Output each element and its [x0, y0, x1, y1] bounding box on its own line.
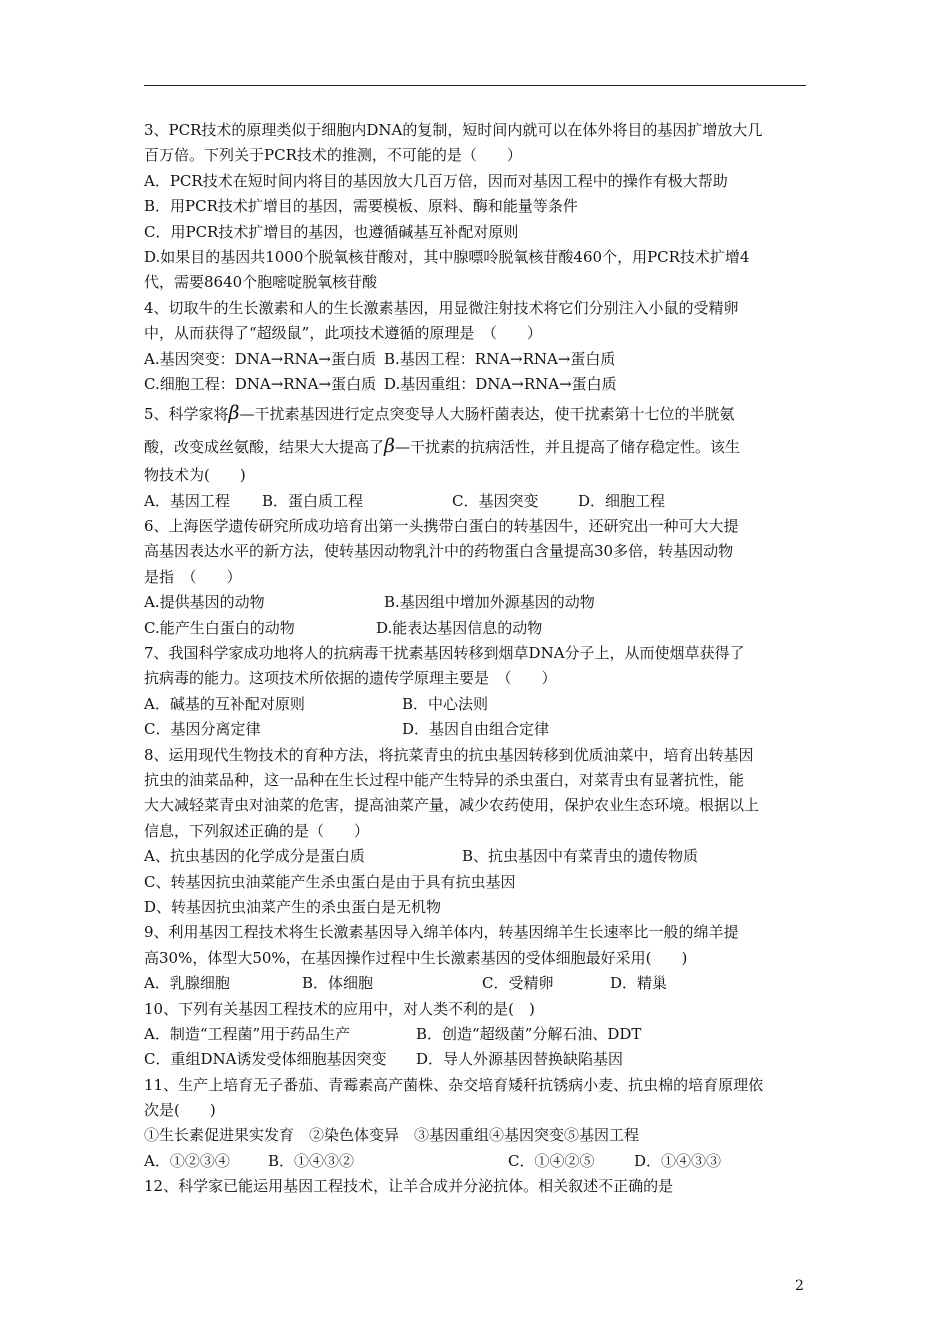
- q8-option-c: C、转基因抗虫油菜能产生杀虫蛋白是由于具有抗虫基因: [144, 872, 516, 891]
- q5-option-c: C．基因突变: [452, 491, 539, 510]
- q6-stem-line-2: 高基因表达水平的新方法，使转基因动物乳汁中的药物蛋白含量提高30多倍，转基因动物: [144, 542, 734, 561]
- q10-option-a: A．制造“工程菌”用于药品生产: [144, 1024, 351, 1043]
- q10-options-row-1: [144, 1022, 808, 1047]
- q4-option-b: B.基因工程：RNA→RNA→蛋白质: [384, 349, 616, 368]
- q11-option-a: A．①②③④: [144, 1151, 230, 1170]
- q6-stem-line-3: 是指 （ ）: [144, 567, 242, 586]
- q9-options: [144, 971, 808, 996]
- q3-option-d-line-1: D.如果目的基因共1000个脱氧核苷酸对，其中腺嘌呤脱氧核苷酸460个，用PCR技术扩增4: [144, 247, 750, 266]
- q10-option-c: C．重组DNA诱发受体细胞基因突变: [144, 1050, 387, 1069]
- q7-option-c: C．基因分离定律: [144, 720, 261, 739]
- q7-option-a: A．碱基的互补配对原则: [144, 694, 305, 713]
- q7-option-b: B．中心法则: [402, 694, 489, 713]
- q6-stem-line-1: 6、上海医学遗传研究所成功培育出第一头携带白蛋白的转基因牛，还研究出一种可大大提: [144, 517, 739, 536]
- q4-options-row-2: [144, 372, 808, 397]
- header-rule: [144, 85, 806, 86]
- q9-option-b: B．体细胞: [302, 974, 374, 993]
- q10-options-row-2: [144, 1047, 808, 1072]
- q8-stem-line-2: 抗虫的油菜品种，这一品种在生长过程中能产生特异的杀虫蛋白，对菜青虫有显著抗性，能: [144, 770, 745, 789]
- q11-option-c: C．①④②⑤: [508, 1151, 595, 1170]
- q3-option-c: C．用PCR技术扩增目的基因，也遵循碱基互补配对原则: [144, 222, 519, 241]
- q7-options-row-1: [144, 692, 808, 717]
- q9-option-a: A．乳腺细胞: [144, 974, 230, 993]
- q5-options: [144, 489, 808, 514]
- q6-options-row-1: [144, 590, 808, 615]
- q6-option-c: C.能产生白蛋白的动物: [144, 618, 295, 637]
- q11-stem-line-2: 次是( ): [144, 1101, 216, 1120]
- q4-stem-line-1: 4、切取牛的生长激素和人的生长激素基因，用显微注射技术将它们分别注入小鼠的受精卵: [144, 298, 739, 317]
- q10-option-d: D．导人外源基因替换缺陷基因: [416, 1050, 624, 1069]
- q5-option-d: D．细胞工程: [578, 491, 666, 510]
- q3-stem-line-1: 3、PCR技术的原理类似于细胞内DNA的复制，短时间内就可以在体外将目的基因扩增放大几: [144, 121, 763, 139]
- q9-stem-line-1: 9、利用基因工程技术将生长激素基因导入绵羊体内，转基因绵羊生长速率比一般的绵羊提: [144, 923, 739, 942]
- q8-option-b: B、抗虫基因中有菜青虫的遗传物质: [462, 847, 699, 866]
- q4-option-c: C.细胞工程：DNA→RNA→蛋白质: [144, 374, 377, 393]
- q7-stem-line-2: 抗病毒的能力。这项技术所依据的遗传学原理主要是 （ ）: [144, 669, 557, 688]
- q5-text: 酸，改变成丝氨酸，结果大大提高了: [144, 438, 385, 457]
- q5-option-b: B．蛋白质工程: [262, 491, 364, 510]
- q4-options-row-1: [144, 347, 808, 372]
- q8-stem-line-4: 信息，下列叙述正确的是（ ）: [144, 821, 370, 840]
- q9-stem-line-2: 高30%，体型大50%，在基因操作过程中生长激素基因的受体细胞最好采用( ): [144, 948, 688, 967]
- q7-options-row-2: [144, 717, 808, 742]
- q7-stem-line-1: 7、我国科学家成功地将人的抗病毒干扰素基因转移到烟草DNA分子上，从而使烟草获得了: [144, 644, 745, 663]
- q9-option-d: D．精巢: [610, 974, 668, 993]
- q11-option-d: D．①④③③: [634, 1151, 722, 1170]
- q8-stem-line-3: 大大减轻菜青虫对油菜的危害，提高油菜产量，减少农药使用，保护农业生态环境。根据以上: [144, 796, 760, 815]
- q5-stem-line-2: [144, 430, 808, 463]
- page-number: 2: [795, 1278, 804, 1294]
- q8-option-a: A、抗虫基因的化学成分是蛋白质: [144, 847, 365, 866]
- q11-option-b: B．①④③②: [268, 1151, 355, 1170]
- q5-option-a: A．基因工程: [144, 491, 230, 510]
- q11-options: [144, 1149, 808, 1174]
- q4-option-d: D.基因重组：DNA→RNA→蛋白质: [384, 374, 617, 393]
- q4-option-a: A.基因突变：DNA→RNA→蛋白质: [144, 349, 376, 368]
- q4-stem-line-2: 中，从而获得了“超级鼠”，此项技术遵循的原理是 （ ）: [144, 324, 542, 343]
- q6-options-row-2: [144, 616, 808, 641]
- q6-option-a: A.提供基因的动物: [144, 593, 265, 612]
- q6-option-d: D.能表达基因信息的动物: [376, 618, 543, 637]
- q8-options-row-1: [144, 844, 808, 869]
- q5-stem-line-1: [144, 397, 808, 430]
- q3-option-b: B．用PCR技术扩增目的基因，需要模板、原料、酶和能量等条件: [144, 197, 578, 216]
- beta-symbol: β: [384, 435, 395, 458]
- question-content: [144, 118, 808, 1200]
- q12-stem: 12、科学家已能运用基因工程技术，让羊合成并分泌抗体。相关叙述不正确的是: [144, 1177, 674, 1196]
- q3-stem-line-2: 百万倍。下列关于PCR技术的推测，不可能的是（ ）: [144, 146, 522, 165]
- q3-option-d-line-2: 代，需要8640个胞嘧啶脱氧核苷酸: [144, 273, 378, 292]
- q5-text: —干扰素的抗病活性，并且提高了储存稳定性。该生: [395, 438, 741, 457]
- q10-option-b: B．创造“超级菌”分解石油、DDT: [416, 1024, 642, 1043]
- beta-symbol: β: [228, 402, 240, 425]
- q11-stem-line-1: 11、生产上培育无子番茄、青霉素高产菌株、杂交培育矮秆抗锈病小麦、抗虫棉的培育原理依: [144, 1075, 764, 1094]
- q9-option-c: C．受精卵: [482, 974, 554, 993]
- q11-items: ①生长素促进果实发育 ②染色体变异 ③基因重组④基因突变⑤基因工程: [144, 1126, 640, 1145]
- q10-stem: 10、下列有关基因工程技术的应用中，对人类不利的是( ): [144, 999, 535, 1018]
- q5-text: 5、科学家将: [144, 405, 229, 424]
- q7-option-d: D．基因自由组合定律: [402, 720, 550, 739]
- q3-option-a: A．PCR技术在短时间内将目的基因放大几百万倍，因而对基因工程中的操作有极大帮助: [144, 171, 728, 190]
- q5-stem-line-3: 物技术为( ): [144, 466, 246, 485]
- q8-option-d: D、转基因抗虫油菜产生的杀虫蛋白是无机物: [144, 897, 442, 916]
- q6-option-b: B.基因组中增加外源基因的动物: [384, 593, 595, 612]
- q8-stem-line-1: 8、运用现代生物技术的育种方法，将抗菜青虫的抗虫基因转移到优质油菜中，培育出转基因: [144, 745, 754, 764]
- q5-text: —干扰素基因进行定点突变导人大肠杆菌表达，使干扰素第十七位的半胱氨: [239, 405, 735, 424]
